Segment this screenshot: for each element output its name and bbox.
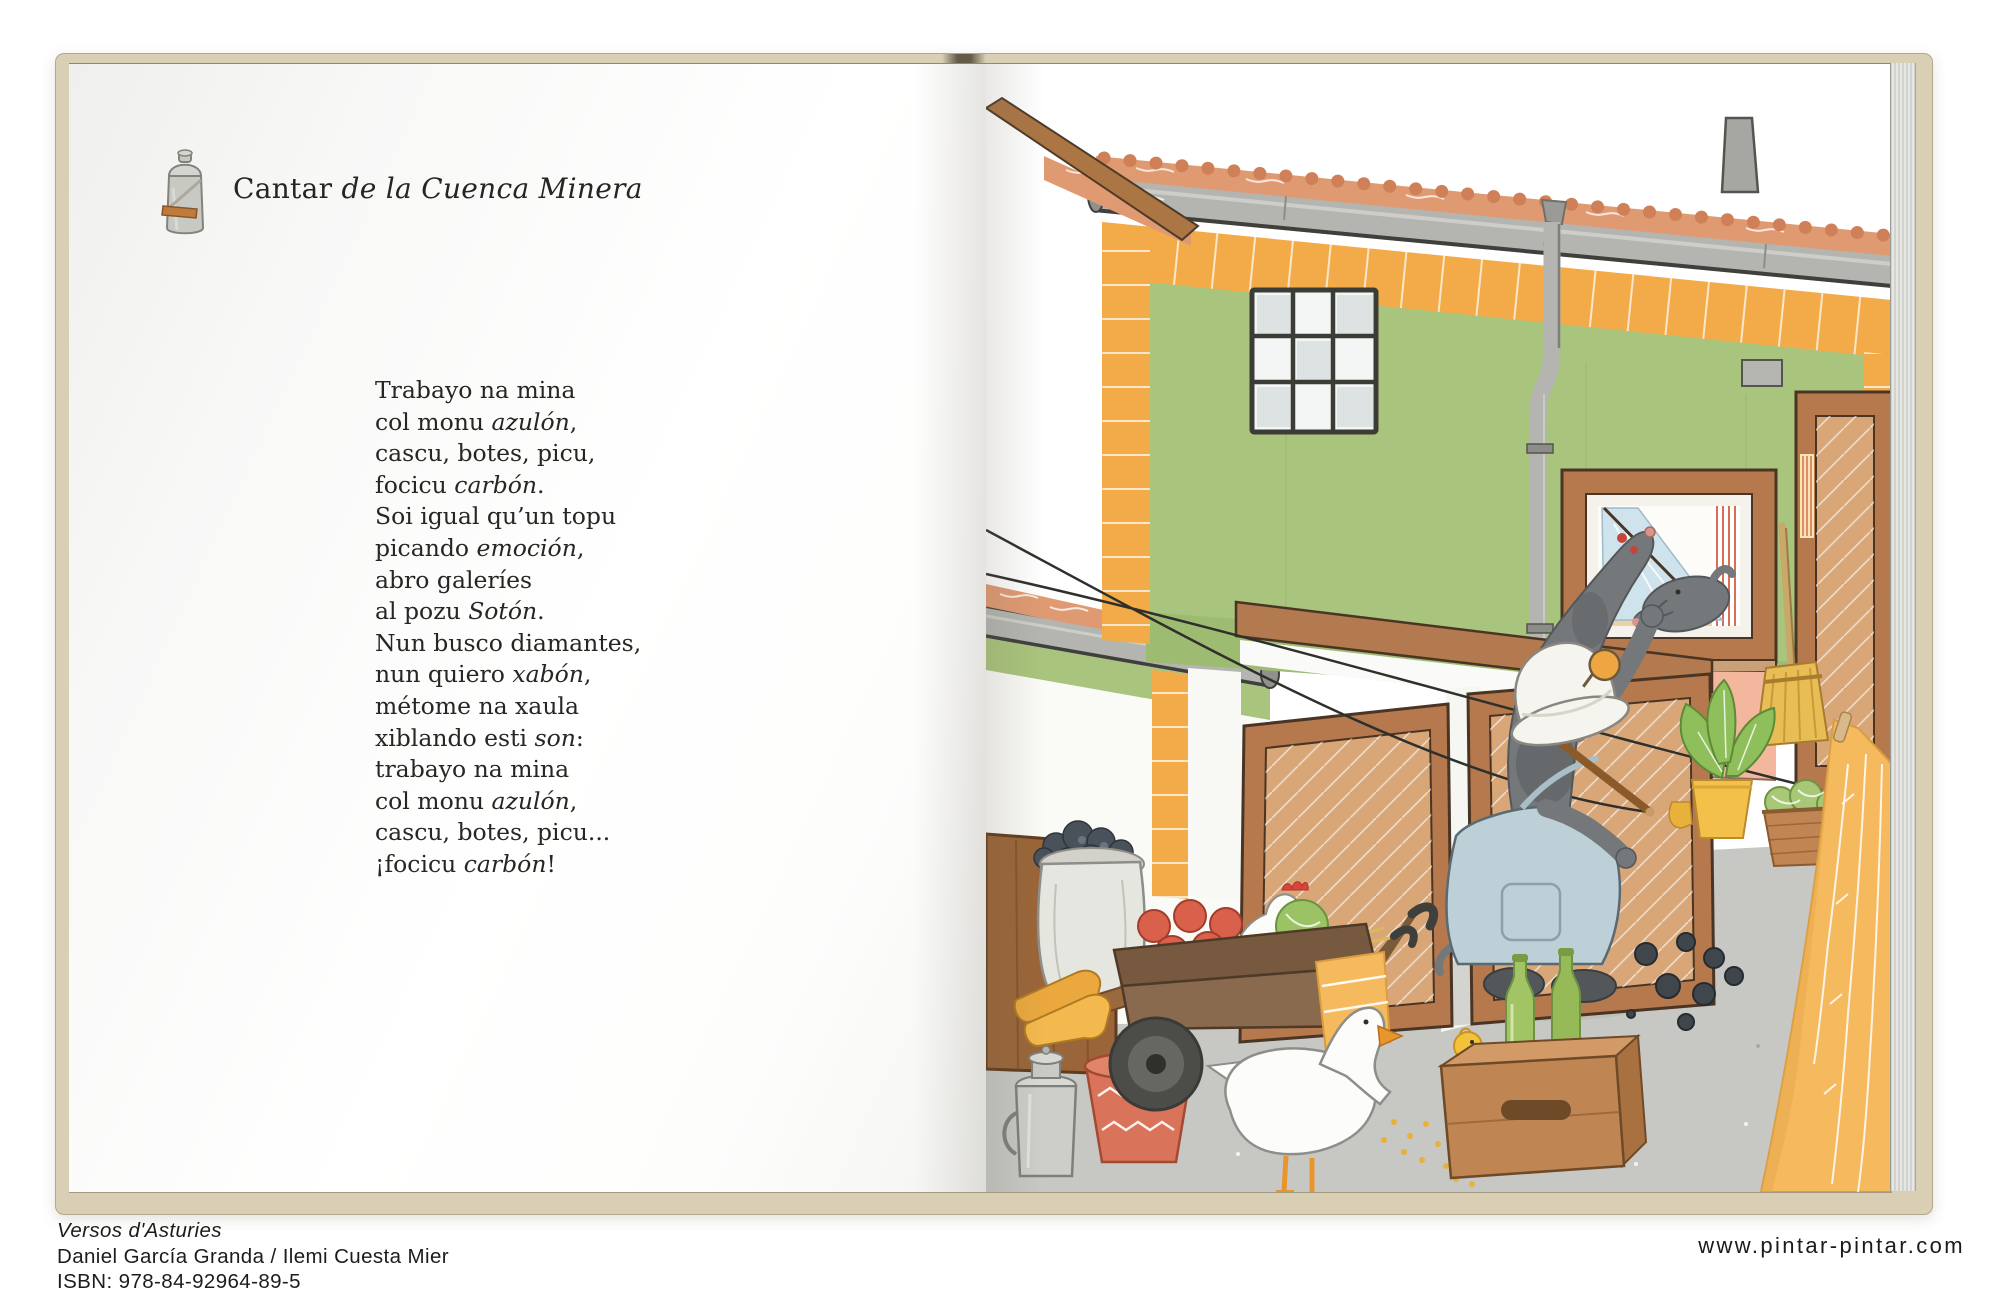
- authors: Daniel García Granda / Ilemi Cuesta Mier: [57, 1244, 449, 1268]
- poem-line: ¡focicu carbón!: [375, 849, 556, 878]
- poem: [375, 375, 641, 881]
- courtyard-illustration: [986, 64, 1892, 1192]
- chapter-title-roman: Cantar: [233, 172, 342, 205]
- publisher-website: www.pintar-pintar.com: [1698, 1233, 1965, 1258]
- nine-pane-window: [1252, 290, 1376, 432]
- isbn: ISBN: 978-84-92964-89-5: [57, 1270, 301, 1293]
- wall-vent: [1742, 360, 1782, 386]
- mole-nose: [1645, 527, 1655, 537]
- chapter-title-italic: de la Cuenca Minera: [341, 172, 643, 205]
- book-spine-notch: [942, 54, 986, 63]
- poem-line: al pozu Sotón.: [375, 597, 545, 626]
- poem-line: Trabayo na mina: [375, 376, 576, 404]
- poem-line: nun quiero xabón,: [375, 660, 592, 689]
- poem-line: focicu carbón.: [375, 470, 545, 499]
- open-book: [55, 53, 1933, 1215]
- poem-line: cascu, botes, picu...: [375, 818, 611, 847]
- book-title: Versos d'Asturies: [57, 1219, 222, 1242]
- book-pages: [69, 63, 1892, 1193]
- poem-line: trabayo na mina: [375, 755, 570, 784]
- poem-line: col monu azulón,: [375, 407, 578, 436]
- poem-line: picando emoción,: [375, 533, 585, 562]
- chapter-title: [233, 172, 643, 205]
- poem-line: abro galeríes: [375, 565, 533, 594]
- miners-lamp-icon: [157, 148, 213, 238]
- poem-line: col monu azulón,: [375, 786, 578, 815]
- page-fore-edge: [1890, 63, 1916, 1191]
- poem-line: Soi igual qu’un topu: [375, 502, 617, 531]
- chimney: [1722, 118, 1758, 192]
- right-page: [986, 64, 1892, 1192]
- credits-block: [57, 1218, 449, 1295]
- poem-line: Nun busco diamantes,: [375, 628, 642, 657]
- poem-line: xiblando esti son:: [375, 723, 584, 752]
- left-page: [69, 64, 986, 1192]
- poem-line: métome na xaula: [375, 691, 579, 720]
- poem-line: cascu, botes, picu,: [375, 439, 596, 468]
- gutter-shadow: [914, 64, 986, 1192]
